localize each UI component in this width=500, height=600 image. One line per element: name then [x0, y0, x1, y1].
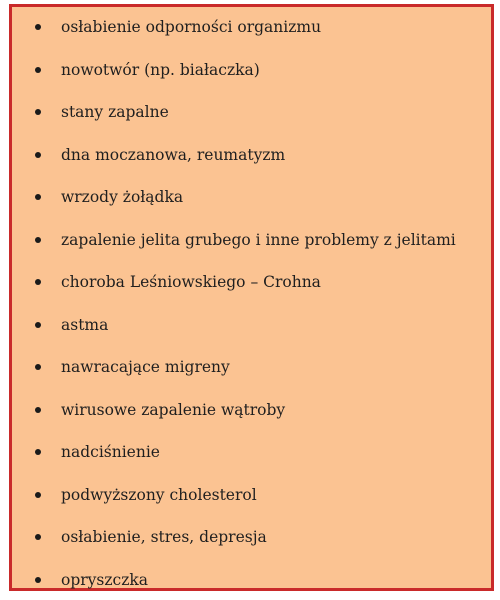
list-item	[12, 58, 491, 84]
list-item-label: dna moczanowa, reumatyzm	[61, 146, 286, 164]
list-item-label: wrzody żołądka	[61, 188, 184, 206]
list-item	[12, 568, 491, 594]
bullet-icon	[35, 364, 41, 370]
bullet-icon	[35, 322, 41, 328]
list-item	[12, 228, 491, 254]
bullet-icon	[35, 449, 41, 455]
list-item-label: opryszczka	[61, 571, 149, 589]
bullet-icon	[35, 152, 41, 158]
list-item	[12, 398, 491, 424]
list-item	[12, 313, 491, 339]
list-item	[12, 270, 491, 296]
list-item	[12, 483, 491, 509]
list-item-label: wirusowe zapalenie wątroby	[61, 401, 286, 419]
bullet-icon	[35, 279, 41, 285]
list-item-label: choroba Leśniowskiego – Crohna	[61, 273, 321, 291]
list-item-label: zapalenie jelita grubego i inne problemy z jelitami	[61, 231, 456, 249]
condition-list-panel	[9, 4, 494, 591]
list-item-label: nawracające migreny	[61, 358, 230, 376]
list-item-label: osłabienie odporności organizmu	[61, 18, 322, 36]
bullet-icon	[35, 109, 41, 115]
bullet-icon	[35, 24, 41, 30]
list-item	[12, 355, 491, 381]
bullet-icon	[35, 534, 41, 540]
list-item	[12, 440, 491, 466]
list-item	[12, 525, 491, 551]
list-item	[12, 100, 491, 126]
list-item-label: osłabienie, stres, depresja	[61, 528, 267, 546]
list-item-label: stany zapalne	[61, 103, 169, 121]
bullet-icon	[35, 194, 41, 200]
bullet-icon	[35, 492, 41, 498]
list-item-label: nadciśnienie	[61, 443, 160, 461]
list-item	[12, 15, 491, 41]
list-item-label: podwyższony cholesterol	[61, 486, 257, 504]
bullet-icon	[35, 577, 41, 583]
list-item-label: astma	[61, 316, 109, 334]
bullet-icon	[35, 407, 41, 413]
list-item-label: nowotwór (np. białaczka)	[61, 61, 260, 79]
list-item	[12, 185, 491, 211]
bullet-icon	[35, 237, 41, 243]
list-item	[12, 143, 491, 169]
bullet-icon	[35, 67, 41, 73]
